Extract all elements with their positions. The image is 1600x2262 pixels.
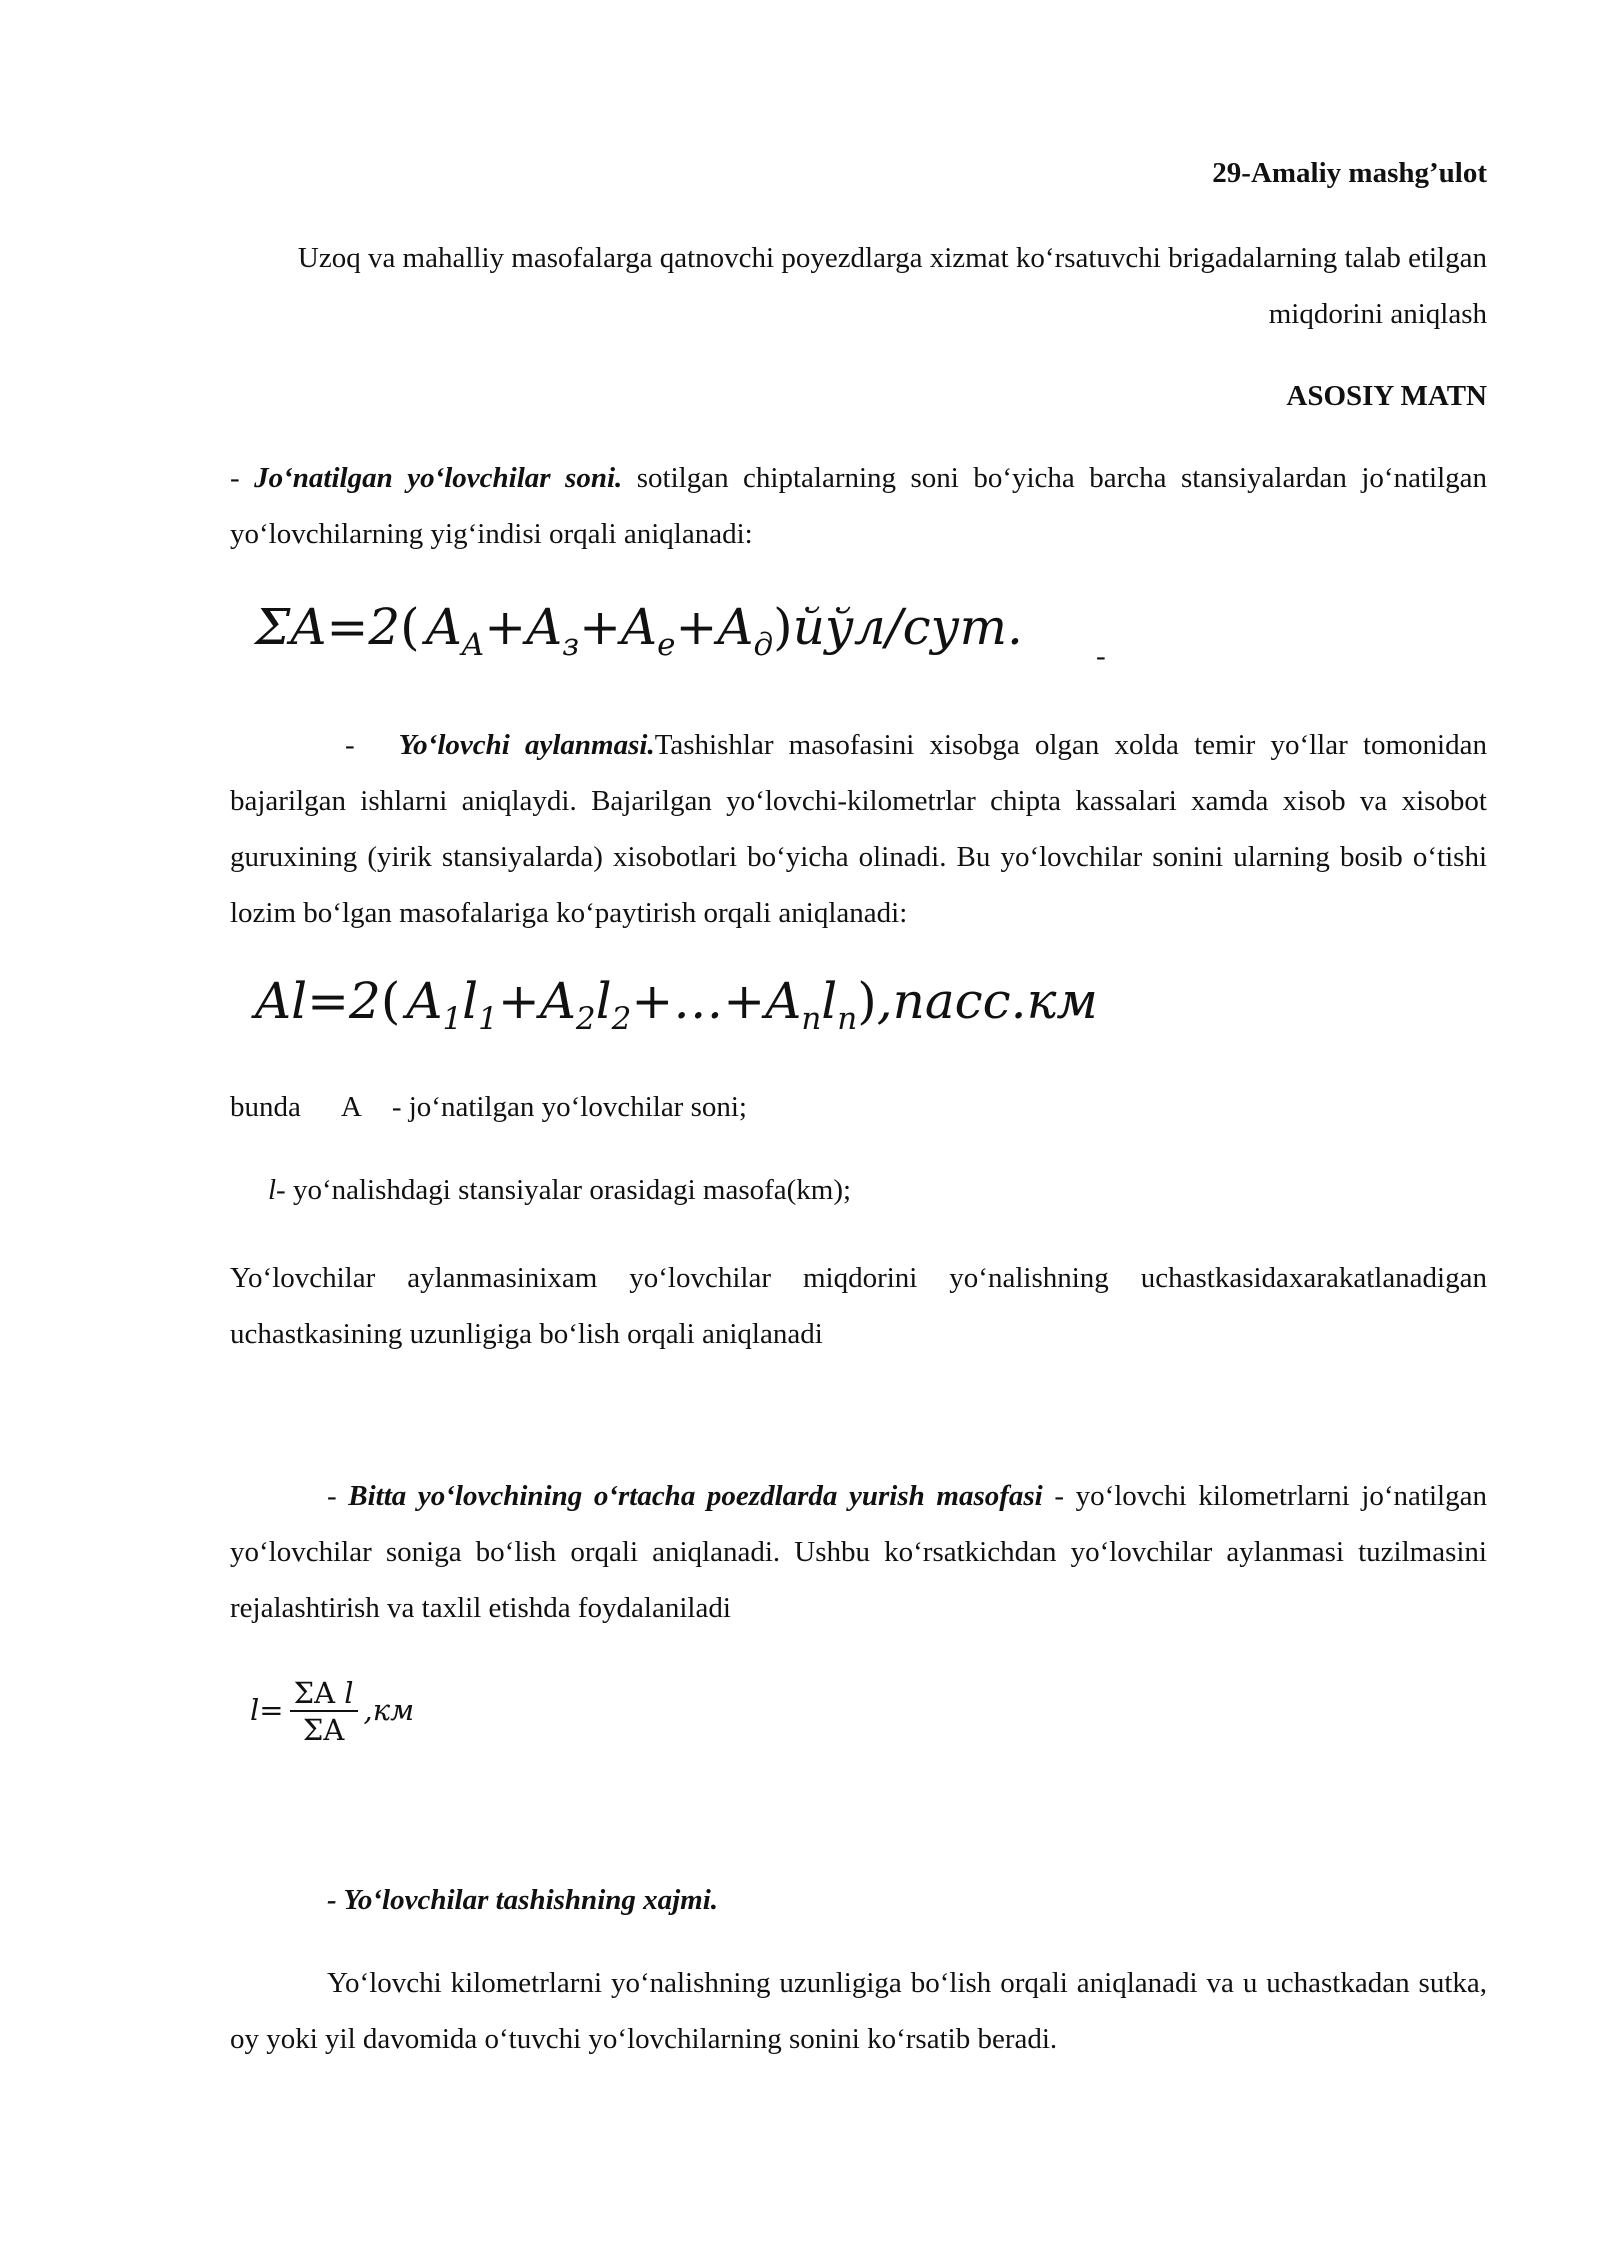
fraction: $\frac{\text{ΣA l}}{\Sigma A}$ xyxy=(290,1676,358,1748)
section-average-distance: - Bitta yo‘lovchining o‘rtacha poezdlarda yurish masofasi - yo‘lovchi kilometrlarni jo‘natilgan yo‘lovchilar soniga bo‘lish orqali aniqlanadi. Ushbu ko‘rsatkichdan yo‘lovchilar aylanmasi tuzilmasini rejalashtirish va taxlil etishda foydalaniladi xyxy=(230,1480,1487,1624)
section-passenger-turnover: - Yo‘lovchi aylanmasi.Tashishlar masofasini xisobga olgan xolda temir yo‘llar tomonidan bajarilgan ishlarni aniqlaydi. Bajarilgan yo‘lovchi-kilometrlar chipta kassalari xamda xisob va xisobot guruxining (yirik stansiyalarda) xisobotlari bo‘yicha olinadi. Bu yo‘lovchilar sonini ularning bosib o‘tishi lozim bo‘lgan masofalariga ko‘paytirish orqali aniqlanadi: xyxy=(230,729,1487,929)
formula-passenger-km: Al=2( $A_1l_1+A_2l_2+\dots+A_nl_n),пасс.км$ xyxy=(255,972,1098,1037)
formula-average-distance: l= $\frac{\text{ΣA l}}{\Sigma A}$ ,км xyxy=(250,1676,415,1747)
term-passengers-sent: Jo‘natilgan yo‘lovchilar soni. xyxy=(254,462,623,494)
topic-title: Uzoq va mahalliy masofalarga qatnovchi poyezdlarga xizmat ko‘rsatuvchi brigadalarning talab etilgan miqdorini aniqlash xyxy=(297,242,1487,330)
paragraph-turnover: Yo‘lovchilar aylanmasinixam yo‘lovchilar miqdorini yo‘nalishning uchastkasidaxarakatlanadigan uchastkasining uzunligiga bo‘lish orqali aniqlanadi xyxy=(230,1262,1487,1350)
stray-dash: - xyxy=(1096,640,1106,672)
section-title: ASOSIY MATN xyxy=(1286,380,1487,412)
term-passenger-turnover: Yo‘lovchi aylanmasi. xyxy=(398,729,655,761)
section-passengers-sent: - Jo‘natilgan yo‘lovchilar soni. sotilgan chiptalarning soni bo‘yicha barcha stansiyalardan jo‘natilgan yo‘lovchilarning yig‘indisi orqali aniqlanadi: xyxy=(230,462,1487,550)
paragraph-transport-volume: Yo‘lovchi kilometrlarni yo‘nalishning uzunligiga bo‘lish orqali aniqlanadi va u uchastkadan sutka, oy yoki yil davomida o‘tuvchi yo‘lovchilarning sonini ko‘rsatib beradi. xyxy=(230,1967,1487,2055)
lesson-title: 29-Amaliy mashg’ulot xyxy=(1212,157,1487,189)
definition-l: l- yo‘nalishdagi stansiyalar orasidagi masofa(km); xyxy=(268,1174,852,1206)
formula-total-passengers: ΣA=2( $A_A+A_з+A_е+A_д)йўл$/сут. xyxy=(255,598,1023,663)
section-transport-volume: - Yo‘lovchilar tashishning xajmi. xyxy=(327,1884,719,1916)
definition-a: bunda A - jo‘natilgan yo‘lovchilar soni; xyxy=(230,1091,747,1123)
term-average-distance: Bitta yo‘lovchining o‘rtacha poezdlarda yurish masofasi xyxy=(348,1480,1043,1512)
